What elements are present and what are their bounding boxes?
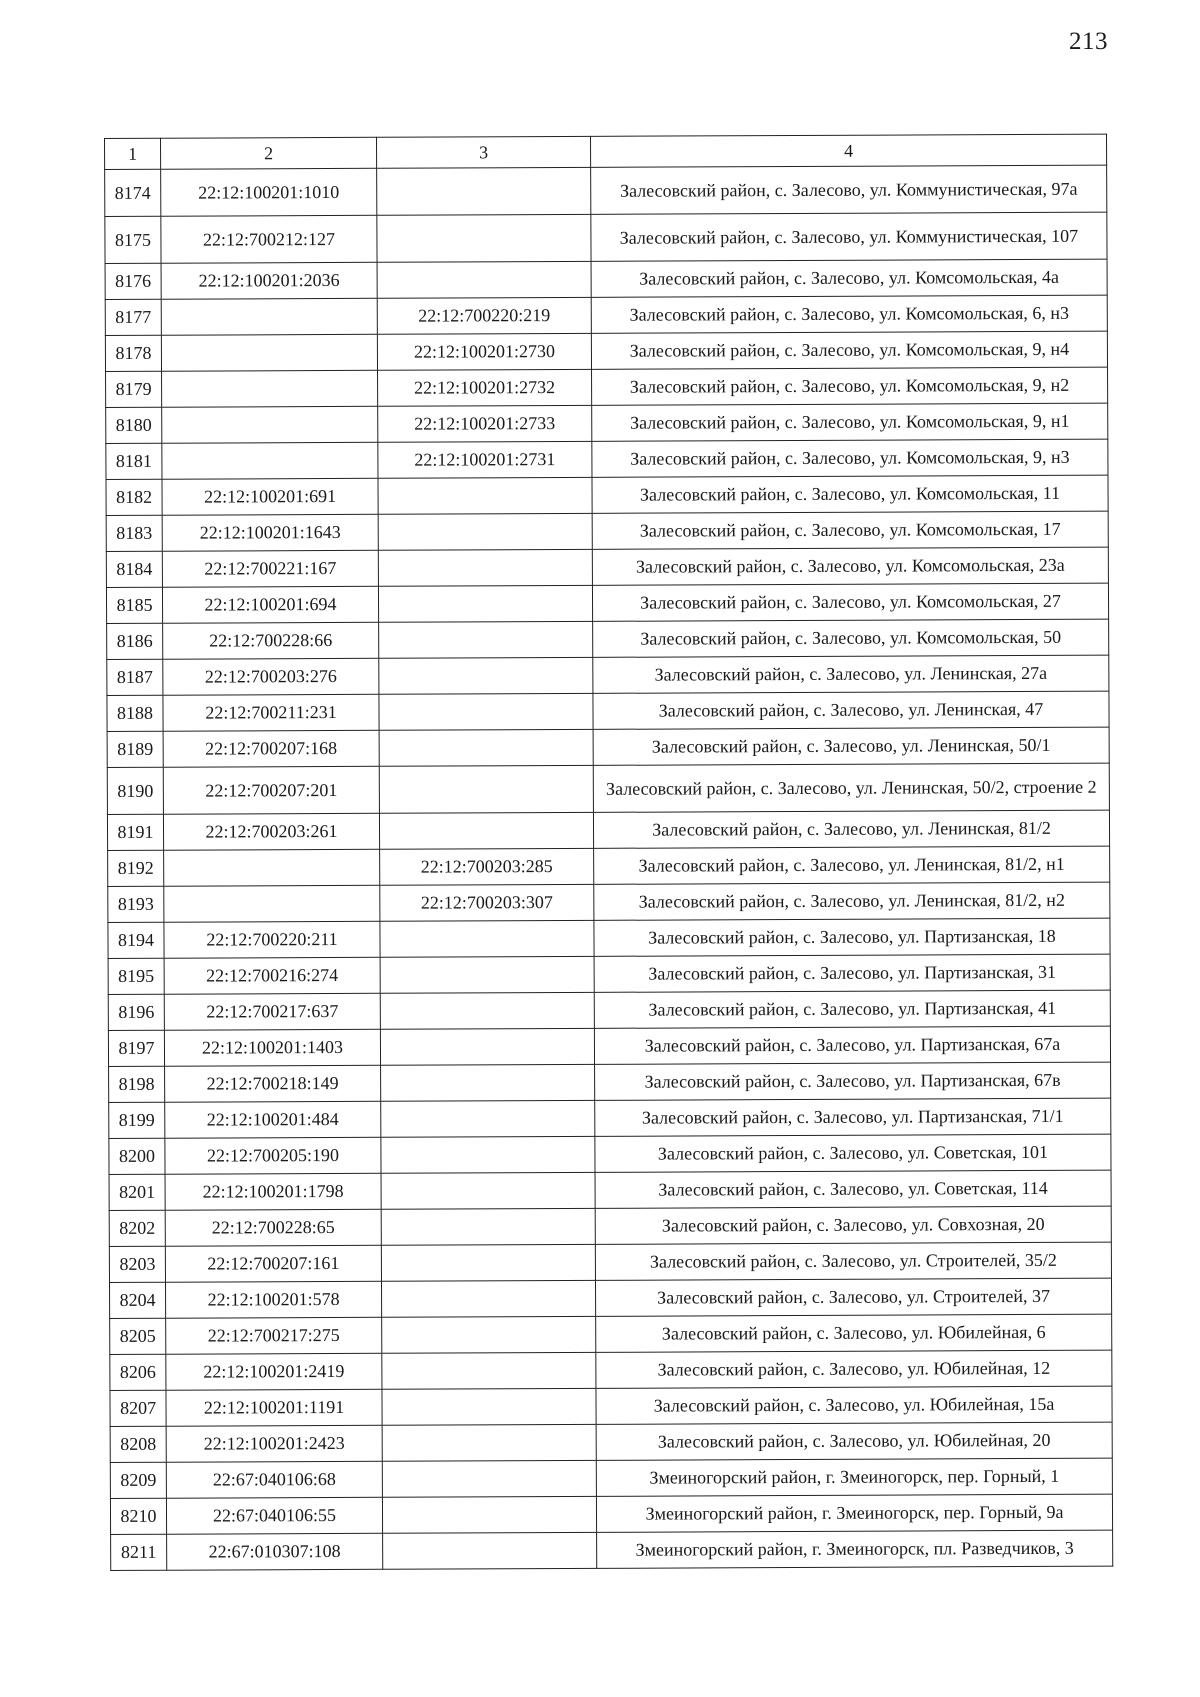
cadastral-number-cell: 22:12:700205:190 [165, 1137, 381, 1174]
premises-cadastral-number-cell [382, 1316, 596, 1353]
cadastral-number-cell: 22:67:010307:108 [167, 1533, 383, 1570]
address-cell: Залесовский район, с. Залесово, ул. Комсомольская, 4а [591, 259, 1107, 297]
premises-cadastral-number-cell [381, 1280, 595, 1317]
table-row [106, 403, 1108, 443]
table-row [109, 1098, 1111, 1138]
cadastral-number-cell: 22:67:040106:55 [166, 1497, 382, 1534]
premises-cadastral-number-cell [380, 1028, 594, 1065]
row-number-cell: 8182 [106, 479, 162, 515]
table-row [108, 918, 1110, 958]
table-row [110, 1422, 1112, 1462]
premises-cadastral-number-cell [381, 1064, 595, 1101]
table-row [105, 295, 1107, 335]
address-cell: Залесовский район, с. Залесово, ул. Юбилейная, 6 [596, 1314, 1112, 1352]
cadastral-number-cell [161, 298, 377, 335]
cadastral-number-cell: 22:12:100201:694 [162, 586, 378, 623]
address-cell: Залесовский район, с. Залесово, ул. Комсомольская, 27 [592, 583, 1108, 621]
premises-cadastral-number-cell [378, 549, 592, 586]
cadastral-number-cell: 22:12:700220:211 [164, 921, 380, 958]
premises-cadastral-number-cell [379, 729, 593, 766]
address-cell: Залесовский район, с. Залесово, ул. Партизанская, 41 [594, 990, 1110, 1028]
cadastral-number-cell: 22:12:700207:168 [163, 730, 379, 767]
premises-cadastral-number-cell: 22:12:100201:2730 [377, 333, 591, 370]
table-row [106, 367, 1108, 407]
address-cell: Залесовский район, с. Залесово, ул. Ленинская, 81/2, н2 [594, 882, 1110, 920]
row-number-cell: 8203 [109, 1246, 165, 1282]
cadastral-number-cell: 22:12:700212:127 [161, 215, 377, 263]
row-number-cell: 8177 [105, 299, 161, 335]
address-cell: Залесовский район, с. Залесово, ул. Советская, 101 [595, 1134, 1111, 1172]
table-row [108, 882, 1110, 922]
address-cell: Залесовский район, с. Залесово, ул. Строителей, 37 [595, 1278, 1111, 1316]
table-row [110, 1458, 1112, 1498]
cadastral-number-cell: 22:12:100201:1191 [166, 1389, 382, 1426]
row-number-cell: 8192 [108, 850, 164, 886]
premises-cadastral-number-cell: 22:12:700203:307 [380, 884, 594, 921]
premises-cadastral-number-cell [382, 1496, 596, 1533]
premises-cadastral-number-cell [379, 693, 593, 730]
address-cell: Залесовский район, с. Залесово, ул. Ленинская, 50/1 [593, 727, 1109, 765]
premises-cadastral-number-cell [377, 167, 591, 215]
address-cell: Залесовский район, с. Залесово, ул. Партизанская, 67а [594, 1026, 1110, 1064]
address-cell: Залесовский район, с. Залесово, ул. Ленинская, 27а [593, 655, 1109, 693]
table-row [109, 1278, 1111, 1318]
row-number-cell: 8186 [107, 623, 163, 659]
row-number-cell: 8190 [107, 767, 163, 814]
table-row [107, 763, 1109, 814]
address-cell: Залесовский район, с. Залесово, ул. Комсомольская, 9, н4 [591, 331, 1107, 369]
cadastral-number-cell: 22:12:100201:484 [165, 1101, 381, 1138]
address-cell: Залесовский район, с. Залесово, ул. Ленинская, 81/2 [593, 810, 1109, 848]
premises-cadastral-number-cell [378, 585, 592, 622]
table-row [111, 1530, 1113, 1570]
premises-cadastral-number-cell [379, 657, 593, 694]
address-cell: Залесовский район, с. Залесово, ул. Комсомольская, 9, н1 [592, 403, 1108, 441]
row-number-cell: 8202 [109, 1210, 165, 1246]
cadastral-number-cell [161, 334, 377, 371]
cadastral-number-cell: 22:12:100201:1010 [161, 168, 377, 216]
table-row [109, 1206, 1111, 1246]
cadastral-number-cell: 22:12:100201:1798 [165, 1173, 381, 1210]
cadastral-number-cell: 22:12:700221:167 [162, 550, 378, 587]
table-row [108, 1026, 1110, 1066]
row-number-cell: 8205 [110, 1318, 166, 1354]
row-number-cell: 8198 [109, 1066, 165, 1102]
address-cell: Залесовский район, с. Залесово, ул. Коммунистическая, 97а [591, 165, 1107, 214]
table-row [109, 1170, 1111, 1210]
premises-cadastral-number-cell [377, 214, 591, 262]
row-number-cell: 8178 [105, 335, 161, 371]
cadastral-number-cell: 22:12:700218:149 [165, 1065, 381, 1102]
premises-cadastral-number-cell: 22:12:100201:2733 [378, 405, 592, 442]
cadastral-number-cell [162, 406, 378, 443]
row-number-cell: 8174 [105, 169, 161, 216]
address-cell: Залесовский район, с. Залесово, ул. Комсомольская, 23а [592, 547, 1108, 585]
cadastral-number-cell: 22:12:700207:201 [163, 766, 379, 814]
cadastral-number-cell: 22:12:700216:274 [164, 957, 380, 994]
table-row [105, 259, 1107, 299]
table-row [110, 1494, 1112, 1534]
cadastral-number-cell [162, 370, 378, 407]
address-cell: Залесовский район, с. Залесово, ул. Юбилейная, 15а [596, 1386, 1112, 1424]
address-cell: Залесовский район, с. Залесово, ул. Комсомольская, 9, н3 [592, 439, 1108, 477]
table-row [105, 165, 1107, 216]
address-cell: Залесовский район, с. Залесово, ул. Ленинская, 81/2, н1 [594, 846, 1110, 884]
address-cell: Залесовский район, с. Залесово, ул. Комсомольская, 50 [593, 619, 1109, 657]
cadastral-number-cell: 22:12:100201:691 [162, 478, 378, 515]
table-row [110, 1314, 1112, 1354]
table-row [109, 1242, 1111, 1282]
table-row [110, 1350, 1112, 1390]
cadastral-number-cell: 22:67:040106:68 [166, 1461, 382, 1498]
address-cell: Залесовский район, с. Залесово, ул. Строителей, 35/2 [595, 1242, 1111, 1280]
premises-cadastral-number-cell [381, 1100, 595, 1137]
premises-cadastral-number-cell [380, 956, 594, 993]
premises-cadastral-number-cell [382, 1424, 596, 1461]
cadastral-number-cell: 22:12:700207:161 [165, 1245, 381, 1282]
premises-cadastral-number-cell [380, 920, 594, 957]
table-row [108, 954, 1110, 994]
address-cell: Залесовский район, с. Залесово, ул. Партизанская, 31 [594, 954, 1110, 992]
row-number-cell: 8200 [109, 1138, 165, 1174]
cadastral-number-cell: 22:12:100201:2419 [166, 1353, 382, 1390]
cadastral-number-cell: 22:12:700228:66 [163, 622, 379, 659]
address-cell: Залесовский район, с. Залесово, ул. Коммунистическая, 107 [591, 212, 1107, 261]
address-cell: Залесовский район, с. Залесово, ул. Партизанская, 18 [594, 918, 1110, 956]
table-row [105, 212, 1107, 263]
address-cell: Залесовский район, с. Залесово, ул. Ленинская, 47 [593, 691, 1109, 729]
table-row [110, 1386, 1112, 1426]
cadastral-number-cell: 22:12:100201:2423 [166, 1425, 382, 1462]
row-number-cell: 8191 [107, 814, 163, 850]
row-number-cell: 8187 [107, 659, 163, 695]
row-number-cell: 8183 [106, 515, 162, 551]
row-number-cell: 8211 [111, 1534, 167, 1570]
row-number-cell: 8201 [109, 1174, 165, 1210]
row-number-cell: 8180 [106, 407, 162, 443]
row-number-cell: 8194 [108, 922, 164, 958]
address-cell: Змеиногорский район, г. Змеиногорск, пер. Горный, 1 [596, 1458, 1112, 1496]
address-cell: Залесовский район, с. Залесово, ул. Юбилейная, 12 [596, 1350, 1112, 1388]
premises-cadastral-number-cell: 22:12:100201:2732 [378, 369, 592, 406]
property-register-table [104, 134, 1113, 1571]
row-number-cell: 8176 [105, 263, 161, 299]
address-cell: Залесовский район, с. Залесово, ул. Ленинская, 50/2, строение 2 [593, 763, 1109, 812]
cadastral-number-cell: 22:12:700228:65 [165, 1209, 381, 1246]
row-number-cell: 8175 [105, 216, 161, 263]
table-row [109, 1062, 1111, 1102]
address-cell: Змеиногорский район, г. Змеиногорск, пер. Горный, 9а [596, 1494, 1112, 1532]
table-row [106, 475, 1108, 515]
cadastral-number-cell [164, 885, 380, 922]
column-header-4: 4 [590, 134, 1106, 167]
cadastral-number-cell: 22:12:100201:578 [165, 1281, 381, 1318]
premises-cadastral-number-cell [378, 477, 592, 514]
table-row [106, 547, 1108, 587]
premises-cadastral-number-cell [382, 1460, 596, 1497]
table-row [107, 619, 1109, 659]
table-row [107, 691, 1109, 731]
address-cell: Залесовский район, с. Залесово, ул. Комсомольская, 11 [592, 475, 1108, 513]
cadastral-number-cell: 22:12:100201:2036 [161, 262, 377, 299]
premises-cadastral-number-cell [381, 1208, 595, 1245]
premises-cadastral-number-cell [379, 765, 593, 813]
page-number: 213 [1069, 28, 1108, 55]
address-cell: Залесовский район, с. Залесово, ул. Совхозная, 20 [595, 1206, 1111, 1244]
address-cell: Залесовский район, с. Залесово, ул. Комсомольская, 17 [592, 511, 1108, 549]
table-row [107, 727, 1109, 767]
address-cell: Залесовский район, с. Залесово, ул. Комсомольская, 6, н3 [591, 295, 1107, 333]
address-cell: Залесовский район, с. Залесово, ул. Комсомольская, 9, н2 [592, 367, 1108, 405]
cadastral-number-cell: 22:12:700203:261 [163, 813, 379, 850]
cadastral-number-cell [164, 849, 380, 886]
row-number-cell: 8196 [108, 994, 164, 1030]
premises-cadastral-number-cell [379, 812, 593, 849]
row-number-cell: 8195 [108, 958, 164, 994]
address-cell: Залесовский район, с. Залесово, ул. Юбилейная, 20 [596, 1422, 1112, 1460]
cadastral-number-cell: 22:12:700211:231 [163, 694, 379, 731]
table-row [106, 511, 1108, 551]
table-row [106, 583, 1108, 623]
address-cell: Змеиногорский район, г. Змеиногорск, пл. Разведчиков, 3 [597, 1530, 1113, 1568]
cadastral-number-cell [162, 442, 378, 479]
row-number-cell: 8184 [106, 551, 162, 587]
row-number-cell: 8206 [110, 1354, 166, 1390]
premises-cadastral-number-cell [381, 1244, 595, 1281]
premises-cadastral-number-cell: 22:12:700220:219 [377, 297, 591, 334]
cadastral-number-cell: 22:12:100201:1403 [164, 1029, 380, 1066]
table-body [105, 165, 1113, 1570]
row-number-cell: 8181 [106, 443, 162, 479]
address-cell: Залесовский район, с. Залесово, ул. Партизанская, 71/1 [595, 1098, 1111, 1136]
row-number-cell: 8209 [110, 1462, 166, 1498]
cadastral-number-cell: 22:12:700203:276 [163, 658, 379, 695]
premises-cadastral-number-cell [379, 621, 593, 658]
table-row [108, 990, 1110, 1030]
premises-cadastral-number-cell [377, 261, 591, 298]
table-header-row [105, 134, 1107, 169]
premises-cadastral-number-cell: 22:12:100201:2731 [378, 441, 592, 478]
address-cell: Залесовский район, с. Залесово, ул. Партизанская, 67в [595, 1062, 1111, 1100]
row-number-cell: 8208 [110, 1426, 166, 1462]
table-row [108, 846, 1110, 886]
column-header-1: 1 [105, 138, 161, 169]
premises-cadastral-number-cell [381, 1172, 595, 1209]
premises-cadastral-number-cell [380, 992, 594, 1029]
premises-cadastral-number-cell [381, 1136, 595, 1173]
row-number-cell: 8199 [109, 1102, 165, 1138]
cadastral-number-cell: 22:12:100201:1643 [162, 514, 378, 551]
row-number-cell: 8188 [107, 695, 163, 731]
premises-cadastral-number-cell [382, 1388, 596, 1425]
row-number-cell: 8210 [110, 1498, 166, 1534]
row-number-cell: 8185 [106, 587, 162, 623]
cadastral-number-cell: 22:12:700217:275 [166, 1317, 382, 1354]
cadastral-number-cell: 22:12:700217:637 [164, 993, 380, 1030]
premises-cadastral-number-cell [382, 1352, 596, 1389]
row-number-cell: 8204 [109, 1282, 165, 1318]
table-row [105, 331, 1107, 371]
table-row [107, 810, 1109, 850]
row-number-cell: 8197 [108, 1030, 164, 1066]
row-number-cell: 8207 [110, 1390, 166, 1426]
row-number-cell: 8179 [106, 371, 162, 407]
premises-cadastral-number-cell [378, 513, 592, 550]
premises-cadastral-number-cell: 22:12:700203:285 [380, 848, 594, 885]
address-cell: Залесовский район, с. Залесово, ул. Советская, 114 [595, 1170, 1111, 1208]
row-number-cell: 8189 [107, 731, 163, 767]
row-number-cell: 8193 [108, 886, 164, 922]
table-row [109, 1134, 1111, 1174]
column-header-2: 2 [161, 137, 377, 169]
table-row [107, 655, 1109, 695]
column-header-3: 3 [376, 136, 590, 168]
table-row [106, 439, 1108, 479]
premises-cadastral-number-cell [383, 1532, 597, 1569]
